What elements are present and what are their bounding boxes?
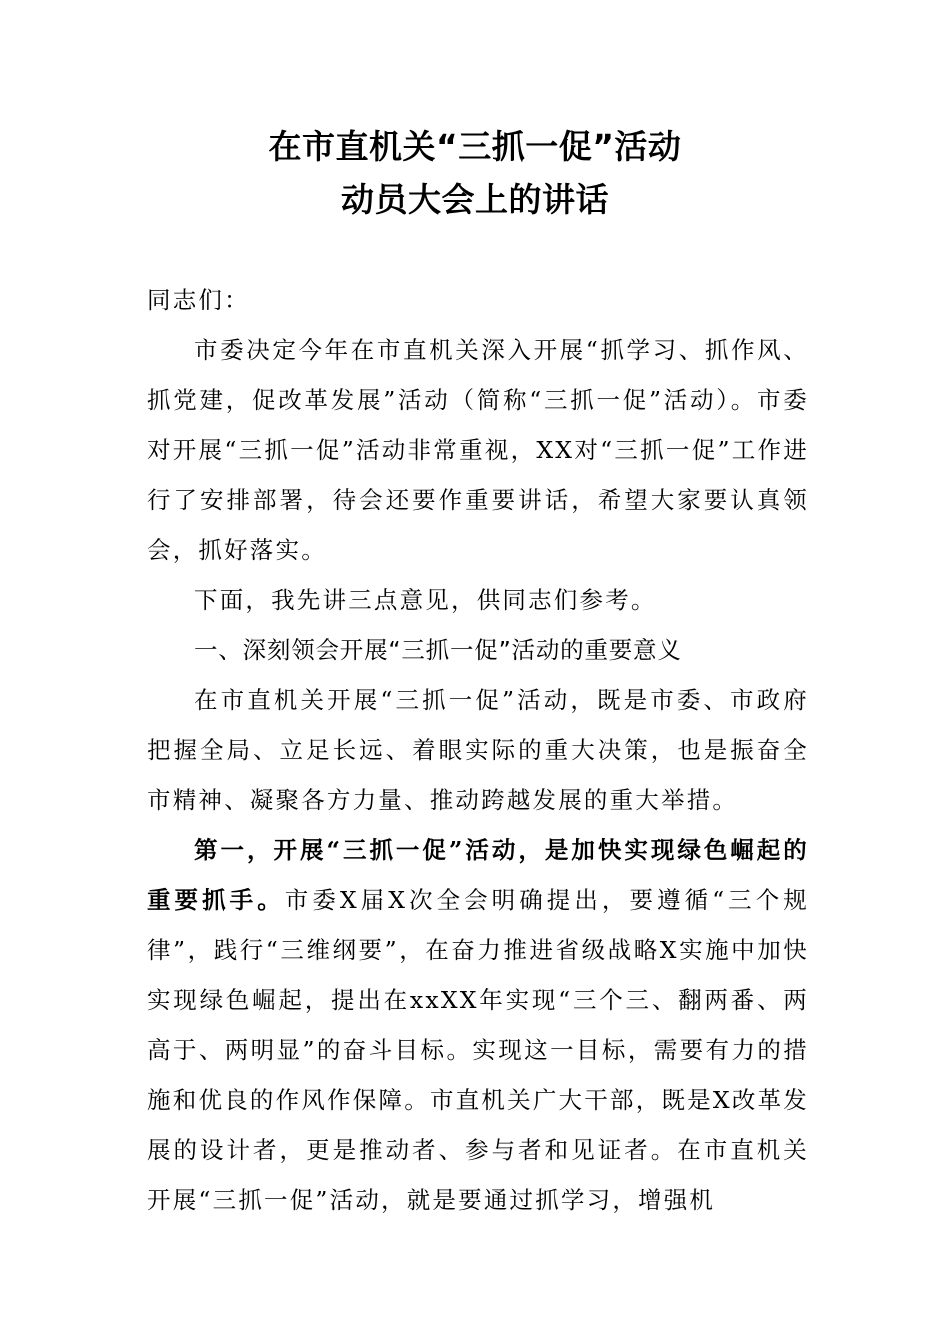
point-1-lead: 第一，开展“三抓一促”活动，是加快实现绿色崛起的重要抓手。 bbox=[147, 836, 809, 914]
point-1-text: 市委X届X次全会明确提出，要遵循“三个规律”，践行“三维纲要”，在奋力推进省级战略X实施中加快实现绿色崛起，提出在xxXX年实现“三个三、翻两番、两高于、两明显”的奋斗目标。实现这一目标，需要有力的措施和优良的作风作保障。市直机关广大干部，既是X改革发展的设计者，更是推动者、参与者和见证者。在市直机关开展“三抓一促”活动，就是要通过抓学习，增强机 bbox=[147, 886, 809, 1214]
paragraph-point-1 bbox=[147, 825, 809, 1225]
salutation: 同志们： bbox=[147, 286, 250, 314]
document-title-line-2: 动员大会上的讲话 bbox=[341, 180, 609, 219]
section-heading-1: 一、深刻领会开展“三抓一促”活动的重要意义 bbox=[194, 636, 682, 664]
document-body bbox=[147, 275, 809, 1225]
paragraph-outline: 下面，我先讲三点意见，供同志们参考。 bbox=[194, 586, 657, 614]
document-title-line-1: 在市直机关“三抓一促”活动 bbox=[268, 127, 682, 166]
paragraph-intro: 市委决定今年在市直机关深入开展“抓学习、抓作风、抓党建，促改革发展”活动（简称“三抓一促”活动）。市委对开展“三抓一促”活动非常重视，XX对“三抓一促”工作进行了安排部署，待会还要作重要讲话，希望大家要认真领会，抓好落实。 bbox=[147, 336, 809, 564]
paragraph-significance: 在市直机关开展“三抓一促”活动，既是市委、市政府把握全局、立足长远、着眼实际的重大决策，也是振奋全市精神、凝聚各方力量、推动跨越发展的重大举措。 bbox=[147, 686, 809, 814]
